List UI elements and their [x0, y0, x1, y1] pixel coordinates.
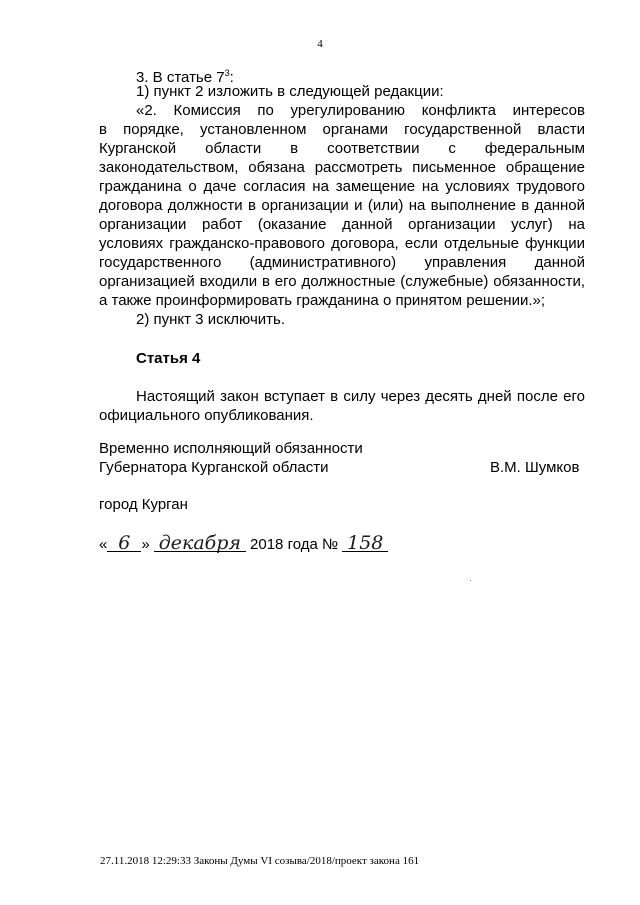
paragraph-line: договора должности в организации и (или) на выполнение в данной [99, 197, 585, 214]
paragraph-line: организации работ (оказание данной организации услуг) на [99, 216, 585, 233]
date-close-quote: » [141, 536, 150, 553]
paragraph-line: законодательством, обязана рассмотреть письменное обращение [99, 159, 585, 176]
law-number-handwritten: 158 [342, 532, 388, 554]
signatory-name: В.М. Шумков [490, 459, 580, 476]
paragraph-line: государственного (административного) управления данной [99, 254, 585, 271]
article3-superscript: 3 [224, 68, 230, 78]
paragraph-line: условиях гражданско-правового договора, если отдельные функции [99, 235, 585, 252]
scan-dot [470, 580, 471, 581]
paragraph-line: организацией входили в его должностные (служебные) обязанности, [99, 273, 585, 290]
paragraph-line: «2. Комиссия по урегулированию конфликта интересов [136, 102, 585, 119]
date-month-handwritten: декабря [154, 532, 246, 554]
signature-title-line1: Временно исполняющий обязанности [99, 440, 363, 457]
article4-text-line: Настоящий закон вступает в силу через десять дней после его [136, 388, 585, 405]
date-line [99, 532, 585, 556]
paragraph-line: в порядке, установленном органами государственной власти [99, 121, 585, 138]
signature-title-line2: Губернатора Курганской области [99, 459, 329, 476]
article3-heading-text: 3. В статье 7 [136, 69, 225, 86]
article3-colon: : [229, 69, 234, 86]
item-1: 1) пункт 2 изложить в следующей редакции: [136, 83, 444, 100]
city: город Курган [99, 496, 188, 513]
paragraph-line: Курганской области в соответствии с федеральным [99, 140, 585, 157]
article4-title: Статья 4 [136, 350, 201, 367]
footer-path: 27.11.2018 12:29:33 Законы Думы VI созыва/2018/проект закона 161 [100, 855, 420, 867]
page-number: 4 [317, 38, 323, 50]
paragraph-line: а также проинформировать гражданина о принятом решении.»; [99, 292, 546, 309]
item-2: 2) пункт 3 исключить. [136, 311, 286, 328]
date-open-quote: « [99, 536, 108, 553]
article4-text-line: официального опубликования. [99, 407, 314, 424]
date-day-handwritten: 6 [107, 532, 141, 554]
paragraph-line: гражданина о даче согласия на замещение на условиях трудового [99, 178, 585, 195]
date-year-text: 2018 года № [250, 536, 339, 553]
